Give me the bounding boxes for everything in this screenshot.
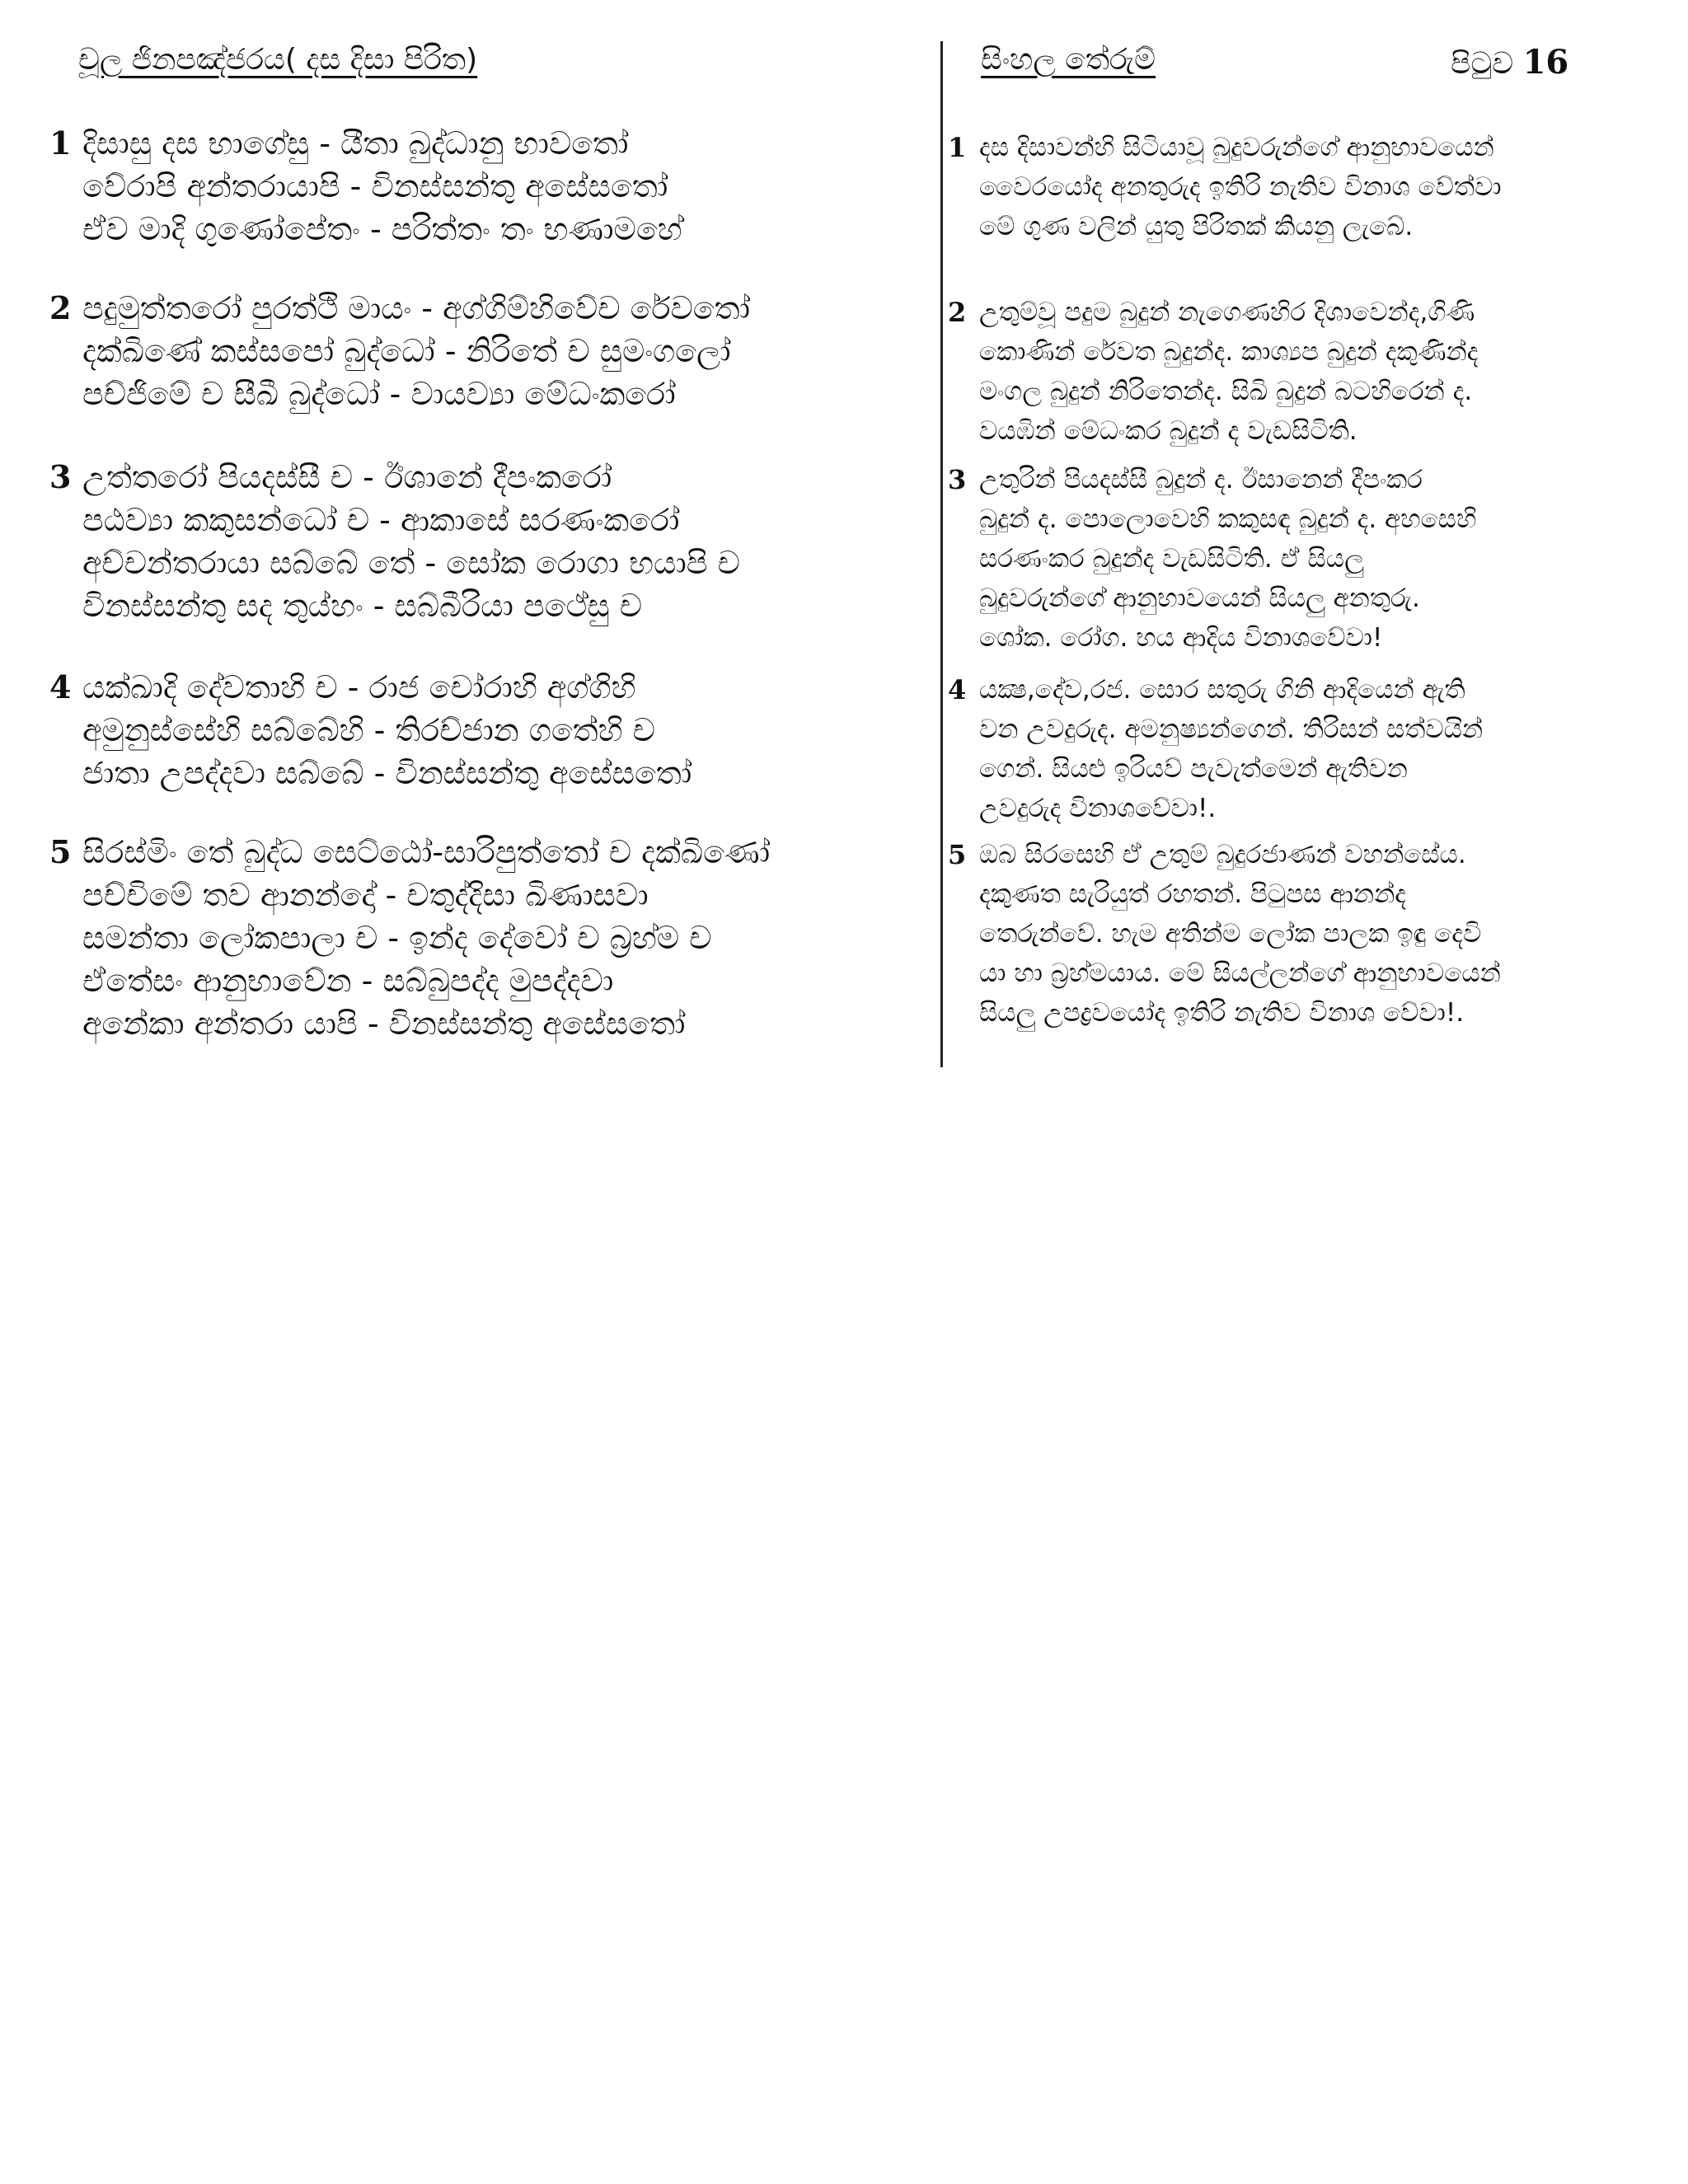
pali-line-text: අච්චන්තරායා සබ්බේ තේ - සෝක රොගා භයාපි ච (82, 545, 740, 581)
translation-line-text: ශෝක. රෝග. භය ආදිය විනාශවේවා! (979, 623, 1383, 653)
pali-verse-2 (49, 287, 935, 415)
pali-line (49, 916, 935, 959)
verse-number: 2 (49, 289, 72, 326)
pali-line (49, 499, 935, 541)
page-label: පිටුව (1451, 47, 1514, 81)
translation-line-text: තෙරුන්වේ. හැම අතින්ම ලෝක පාලක ඉඳු දෙවි (979, 919, 1482, 949)
pali-line-text: අමුනුස්සේහි සබ්බේහි - තිරච්ජාන ගතේහි ච (82, 712, 655, 748)
translation-line (948, 372, 1657, 411)
verse-number: 1 (948, 132, 967, 163)
pali-line (49, 330, 935, 373)
pali-line (49, 752, 935, 794)
pali-line (49, 666, 935, 709)
translation-line (948, 835, 1657, 874)
pali-line-text: පච්ජිමේ ච සීඛී බුද්ධෝ - වායව්‍යා මේධංකරෝ (82, 376, 676, 412)
verse-number: 3 (49, 458, 72, 495)
translation-line (948, 874, 1657, 914)
pali-verse-5 (49, 831, 935, 1045)
pali-line (49, 208, 935, 251)
translation-line-text: කොණින් රේවත බුදුන්ද. කාශ්‍යප බුදුන් දකුණින්ද (979, 337, 1479, 367)
translation-line (948, 914, 1657, 954)
pali-line (49, 709, 935, 752)
page-number-label (1451, 43, 1568, 82)
pali-line (49, 831, 935, 874)
pali-line (49, 874, 935, 916)
pali-verse-1 (49, 122, 935, 251)
verse-number: 3 (948, 464, 967, 495)
verse-number: 4 (49, 668, 72, 705)
pali-line-text: පදුමුත්තරෝ පුරත්ථි මායං - අග්ගිම්හිවේච රේවතෝ (82, 290, 751, 326)
translation-line-text: දස දිසාවන්හි සිටියාවූ බුදුවරුන්ගේ ආනුභාවයෙන් (979, 133, 1494, 162)
pali-line-text: දිසාසු දස භාගේසු - යීතා බුද්ධානු භාවතෝ (82, 125, 629, 162)
translation-line (948, 993, 1657, 1033)
pali-line-text: ජාතා උපද්දවා සබ්බේ - විනස්සන්තු අසේසතෝ (82, 755, 692, 791)
pali-line (49, 456, 935, 499)
translation-line-text: උවදුරුද විනාශවේවා!. (979, 794, 1217, 823)
pali-line (49, 584, 935, 627)
pali-line (49, 122, 935, 165)
translation-line (948, 128, 1657, 167)
pali-line-text: ඒතේසං ආනුභාවේන - සබ්බුපද්ද මුපද්දවා (82, 963, 614, 999)
translation-line (948, 293, 1657, 332)
pali-line (49, 373, 935, 415)
translation-line-text: වෛරයෝද අනතුරුද ඉතිරි නැතිව විනාශ වේත්වා (979, 172, 1502, 202)
pali-line-text: දක්ඛිණේ කස්සපෝ බුද්ධෝ - නිරිතේ ච සුමංගලෝ (82, 333, 731, 369)
pali-line (49, 165, 935, 208)
pali-line-text: සමන්තා ලෝකපාලා ච - ඉන්ද දේවෝ ච බ්‍රහ්ම ච (82, 920, 712, 956)
translation-line-text: බුදුන් ද. පොලොවෙහි කකුසඳ බුදුන් ද. අහසෙහි (979, 504, 1477, 534)
translation-line (948, 411, 1657, 451)
column-divider (940, 41, 943, 1067)
translation-line (948, 207, 1657, 246)
pali-line-text: පඨව්‍යා කකුසන්ධෝ ච - ආකාසේ සරණංකරෝ (82, 502, 680, 538)
translation-line-text: සරණංකර බුදුන්ද වැඩසිටිති. ඒ සියලු (979, 544, 1364, 574)
pali-verse-3 (49, 456, 935, 627)
translation-verse-2 (948, 293, 1657, 451)
translation-line (948, 499, 1657, 539)
translation-line (948, 710, 1657, 749)
pali-line-text: පච්චිමේ තව ආනන්දෝ - චතුද්දිසා ඛිණාසවා (82, 877, 649, 913)
verse-number: 1 (49, 124, 72, 162)
translation-line-text: යා හා බ්‍රහ්මයාය. මේ සියල්ලන්ගේ ආනුභාවයෙන් (979, 958, 1501, 988)
verse-number: 5 (49, 833, 72, 870)
translation-line (948, 539, 1657, 579)
translation-line-text: ගෙන්. සියළු ඉරියව් පැවැත්මෙන් ඇතිවන (979, 754, 1408, 784)
pali-line-text: වේරාපි අන්තරායාපි - විනස්සන්තු අසේසතෝ (82, 168, 668, 204)
translation-title: සිංහල තේරුම් (981, 43, 1156, 77)
translation-line (948, 789, 1657, 828)
translation-line-text: උතුරින් පියදස්සී බුදුන් ද. ඊසානෙන් දීපංකර (979, 465, 1423, 494)
pali-line-text: විනස්සන්තු සද තුය්හං - සබ්බීරියා පථේසු ච (82, 588, 643, 624)
translation-line-text: වන උවදුරුද. අමනුෂ්‍යන්ගෙන්. තිරිසන් සත්වයින් (979, 715, 1484, 744)
translation-line-text: සියලු උපද්‍රවයෝද ඉතිරි නැතිව විනාශ වේවා!. (979, 998, 1465, 1028)
translation-verse-5 (948, 835, 1657, 1033)
translation-verse-4 (948, 670, 1657, 828)
pali-line (49, 959, 935, 1002)
translation-line-text: මේ ගුණ වලින් යුතු පිරිතක් කියනු ලැබේ. (979, 212, 1414, 241)
pali-line-text: යක්ඛාදි දේවතාහි ච - රාජ චෝරාහි අග්ගිහි (82, 669, 636, 705)
pali-line-text: සිරස්මිං තේ බුද්ධ සෙට්ඨෝ-සාරිපුත්තෝ ච දක්ඛිණෝ (82, 834, 771, 870)
translation-line-text: බුදුවරුන්ගේ ආනුභාවයෙන් සියලු අනතුරු. (979, 583, 1420, 613)
translation-line (948, 749, 1657, 789)
verse-number: 2 (948, 297, 967, 328)
pali-line-text: අනේකා අන්තරා යාපි - විනස්සන්තු අසේසතෝ (82, 1005, 686, 1042)
verse-number: 5 (948, 839, 967, 870)
pali-line-text: උත්තරෝ පියදස්සී ච - ඊශානේ දීපංකරෝ (82, 459, 612, 495)
pali-verse-4 (49, 666, 935, 794)
translation-line-text: දකුණත සැරියුත් රහතන්. පිටුපස ආනන්ද (979, 879, 1407, 909)
translation-verse-1 (948, 128, 1657, 246)
translation-line-text: ඔබ සිරසෙහි ඒ උතුම් බුදුරජාණන් වහන්සේය. (979, 840, 1466, 869)
translation-line (948, 954, 1657, 993)
translation-line-text: මංගල බුදුන් නිරිතෙන්ද. සිඛි බුදුන් බටහිරෙන් ද. (979, 377, 1473, 406)
translation-line-text: උතුම්වූ පදුම බුදුන් නැගෙණහිර දිශාවෙන්ද,ගිණි (979, 298, 1475, 327)
pali-line (49, 1002, 935, 1045)
pali-title: චූල ජිනපඤ්ජරය( දස දිසා පිරිත) (78, 43, 478, 77)
page-number: 16 (1522, 43, 1569, 82)
translation-line (948, 460, 1657, 499)
pali-line (49, 287, 935, 330)
translation-line-text: යක්‍ෂ,දේව,රජ. සොර සතුරු ගිනි ආදියෙන් ඇති (979, 675, 1465, 705)
translation-line (948, 618, 1657, 658)
translation-line (948, 670, 1657, 710)
translation-line-text: වයඹින් මේධංකර බුදුන් ද වැඩසිටිති. (979, 416, 1357, 446)
translation-line (948, 579, 1657, 618)
verse-number: 4 (948, 674, 967, 705)
pali-line-text: ඒව මාදි ගුණෝපේතං - පරිත්තං තං භණාමහේ (82, 211, 682, 247)
pali-line (49, 541, 935, 584)
translation-line (948, 167, 1657, 207)
translation-verse-3 (948, 460, 1657, 658)
translation-line (948, 332, 1657, 372)
